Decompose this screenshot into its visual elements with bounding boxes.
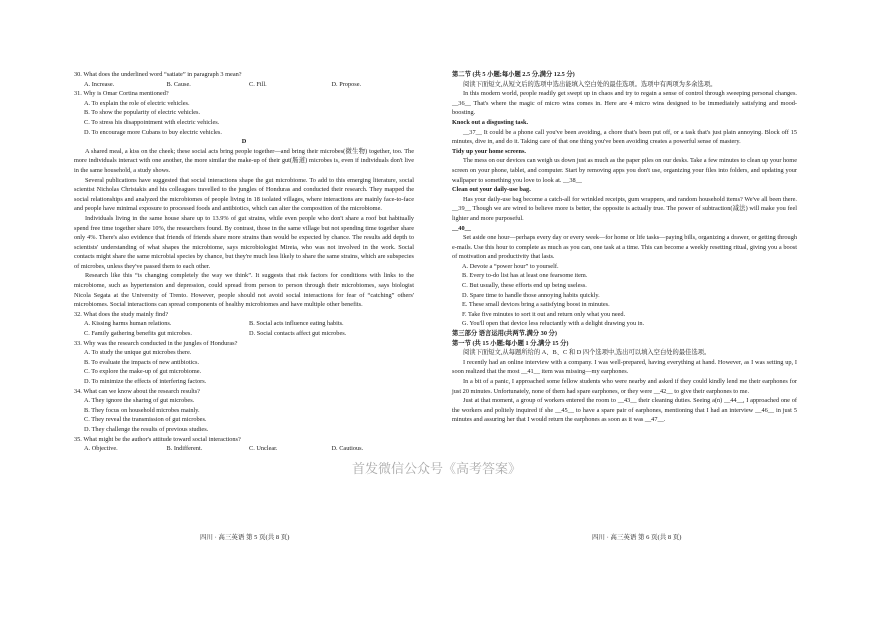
q30-option-d: D. Propose.: [331, 80, 362, 88]
part-3-title: 第三部分 语言运用(共两节,满分 30 分): [452, 330, 557, 338]
right-page: [452, 70, 797, 425]
q34-option-a: A. They ignore the sharing of gut microbes.: [84, 397, 195, 405]
q32-options-row-1: [74, 319, 414, 329]
q30-option-a: A. Increase.: [84, 80, 115, 88]
cloze-paragraph-3: Just at that moment, a group of workers entered the room to __43__ their cleaning duties. Seeing a(n) __44__, I approached one of the workers and politely inquired if she __45__ to have a spare pair of earphones, mentioning that I had an interview __46__ in just 5 minutes and assuring her that I would return the earphones as soon as it was __47__.: [452, 397, 797, 424]
option-c: C. But usually, these efforts end up being useless.: [462, 282, 587, 290]
q31-option-c: C. To stress his disappointment with electric vehicles.: [84, 118, 220, 126]
q33-option-b: B. To evaluate the impacts of new antibiotics.: [84, 358, 200, 366]
passage-paragraph-37: __37__ It could be a phone call you've been avoiding, a chore that's been put off, or a task that's just plain annoying. Block off 15 minutes, dive in, and do it. Taking care of that one thing you've been avoiding creates a powerful sense of mastery.: [452, 128, 797, 146]
passage-paragraph-power-hour: Set aside one hour—perhaps every day or every week—for home or life tasks—paying bills, organizing a drawer, or getting through e-mails. Use this hour to complete as much as you can, one task at a time. This can become a weekly resetting ritual, giving you a boost of motivation and productivity that lasts.: [452, 234, 797, 261]
q31-option-a: A. To explain the role of electric vehicles.: [84, 99, 190, 107]
passage-d-paragraph-2: Several publications have suggested that social interactions shape the gut microbiome. To add to this emerging literature, social scientist Nicholas Christakis and his colleagues travelled to the jungles of Honduras and conducted their research. They mapped the social relationships and analyzed the microbiomes of people living in 18 isolated villages, where interactions are mainly face-to-face and people have minimal exposure to processed foods and antibiotics, which can alter the composition of the microbiome.: [74, 176, 414, 213]
q33-stem: 33. Why was the research conducted in the jungles of Honduras?: [74, 339, 238, 347]
passage-intro: In this modern world, people readily get swept up in chaos and try to regain a sense of control through sweeping personal changes. __36__ That's where the magic of micro wins comes in. Here are 4 micro wins designed to be immediately satisfying and mood-boosting.: [452, 90, 797, 117]
section-2-instructions: 阅读下面短文,从短文后的选项中选出能填入空白处的最佳选项。选项中有两项为多余选项。: [463, 80, 717, 88]
passage-d-paragraph-3: Individuals living in the same house share up to 13.9% of gut strains, while even people who don't share a roof but habitually spend free time together share 10%, the researchers found. By contrast, those in the same village but not spending time together share only 4%. There's also evidence that friends of friends share more strains than would be expected by chance. The results add depth to scientists' understanding of what shapes the microbiome, says microbiologist Mireia, who was not involved in the work. Social contacts might share the same microbial species by chance, but they're much less likely to share the same strains, which are subspecies of microbes, unless they've passed them to each other.: [74, 214, 414, 270]
q35-option-c: C. Unclear.: [249, 445, 278, 453]
q33-option-a: A. To study the unique gut microbes there.: [84, 349, 192, 357]
watermark: 首发微信公众号《高考答案》: [352, 462, 522, 477]
cloze-paragraph-2: In a bit of a panic, I approached some fellow students who were nearby and asked if they could kindly lend me their earphones for just 20 minutes. Unfortunately, none of them had spare earphones, or they were __42__ to give their earphones to me.: [452, 378, 797, 395]
option-g: G. You'll open that device less reluctantly with a delight drawing you in.: [462, 320, 645, 328]
option-f: F. Take five minutes to sort it out and return only what you need.: [462, 310, 626, 318]
q30-stem: 30. What does the underlined word “satiate” in paragraph 3 mean?: [74, 71, 242, 78]
q35-option-b: B. Indifferent.: [166, 445, 203, 453]
q32-option-b: B. Social acts influence eating habits.: [249, 320, 344, 328]
q31-option-b: B. To show the popularity of electric vehicles.: [84, 109, 201, 117]
heading-knock-out-task: Knock out a disgusting task.: [452, 118, 529, 126]
q30-options: [74, 80, 414, 90]
q34-option-b: B. They focus on household microbes mainly.: [84, 406, 200, 414]
q35-options: [74, 444, 414, 454]
option-b: B. Every to-do list has at least one fearsome item.: [462, 272, 588, 280]
option-a: A. Devote a “power hour” to yourself.: [462, 262, 559, 270]
section-2-title: 第二节 (共 5 小题;每小题 2.5 分,满分 12.5 分): [452, 71, 575, 78]
part-3-subtitle: 第一节 (共 15 小题;每小题 1 分,满分 15 分): [452, 339, 569, 347]
q32-option-d: D. Social contacts affect gut microbes.: [249, 330, 347, 338]
q34-option-d: D. They challenge the results of previous studies.: [84, 425, 209, 433]
q33-option-c: C. To explore the make-up of gut microbiome.: [84, 368, 202, 376]
left-page: [74, 70, 414, 454]
heading-tidy-home-screens: Tidy up your home screens.: [452, 147, 527, 155]
passage-d-paragraph-1: A shared meal, a kiss on the cheek; these social acts bring people together—and bring their microbes(微生物) together, too. The more individuals interact with one another, the more similar the make-up of their gut(肠道) microbes is, even if individuals don't live in the same household, a study shows.: [74, 147, 414, 174]
q31-option-d: D. To encourage more Cubans to buy electric vehicles.: [84, 128, 222, 136]
option-e: E. These small devices bring a satisfying boost in minutes.: [462, 301, 610, 309]
heading-clean-bag: Clean out your daily-use bag.: [452, 186, 531, 194]
cloze-paragraph-1: I recently had an online interview with a company. I was well-prepared, having everything at hand. However, as I was setting up, I soon realized that the most __41__ item was missing—my earphones.: [452, 358, 797, 376]
option-d: D. Spare time to handle those annoying habits quickly.: [462, 291, 600, 299]
q32-options-row-2: [74, 329, 414, 339]
q35-option-d: D. Cautious.: [331, 445, 364, 453]
right-page-footer: 四川 · 高三英语 第 6 页(共 8 页): [592, 534, 682, 541]
passage-paragraph-38: The mess on our devices can weigh us down just as much as the paper piles on our desks. Take a few minutes to clean up your home screen on your phone, tablet, and computer. Start by removing apps you don't use, organizing your files into folders, and updating your wallpaper to something you love to look at. __38__: [452, 157, 797, 184]
q34-option-c: C. They reveal the transmission of gut microbes.: [84, 416, 207, 424]
q30-option-c: C. Fill.: [249, 80, 267, 88]
passage-d-paragraph-4: Research like this “is changing completely the way we think”. It suggests that risk factors for conditions with links to the microbiome, such as hypertension and depression, could spread from person to person through their microbiomes, says biologist Nicola Segata at the University of Trento. However, people should not avoid social interactions for fear of “catching” others' microbiomes. Social interactions can spread components of healthy microbiomes and have multiple other benefits.: [74, 272, 414, 309]
q35-stem: 35. What might be the author's attitude toward social interactions?: [74, 435, 241, 443]
q33-option-d: D. To minimize the effects of interfering factors.: [84, 378, 207, 385]
q30-option-b: B. Cause.: [166, 80, 191, 88]
q32-option-c: C. Family gathering benefits gut microbes.: [84, 330, 192, 338]
passage-paragraph-39: Has your daily-use bag become a catch-all for wrinkled receipts, gum wrappers, and random household items? We've all been there. __39__ Though we are wired to believe more is better, the opposite is actually true. The power of subtraction(减法) will make you feel lighter and more purposeful.: [452, 195, 797, 222]
section-d-label: D: [241, 138, 247, 146]
q31-stem: 31. Why is Omar Cortina mentioned?: [74, 90, 169, 98]
q32-option-a: A. Kissing harms human relations.: [84, 320, 172, 328]
q34-stem: 34. What can we know about the research results?: [74, 387, 200, 395]
q35-option-a: A. Objective.: [84, 445, 118, 453]
q32-stem: 32. What does the study mainly find?: [74, 310, 169, 318]
heading-blank-40: __40__: [452, 224, 471, 232]
part-3-instructions: 阅读下面短文,从每题所给的 A、B、C 和 D 四个选项中,选出可以填入空白处的最佳选项。: [463, 349, 711, 357]
left-page-footer: 四川 · 高三英语 第 5 页(共 8 页): [200, 534, 290, 541]
